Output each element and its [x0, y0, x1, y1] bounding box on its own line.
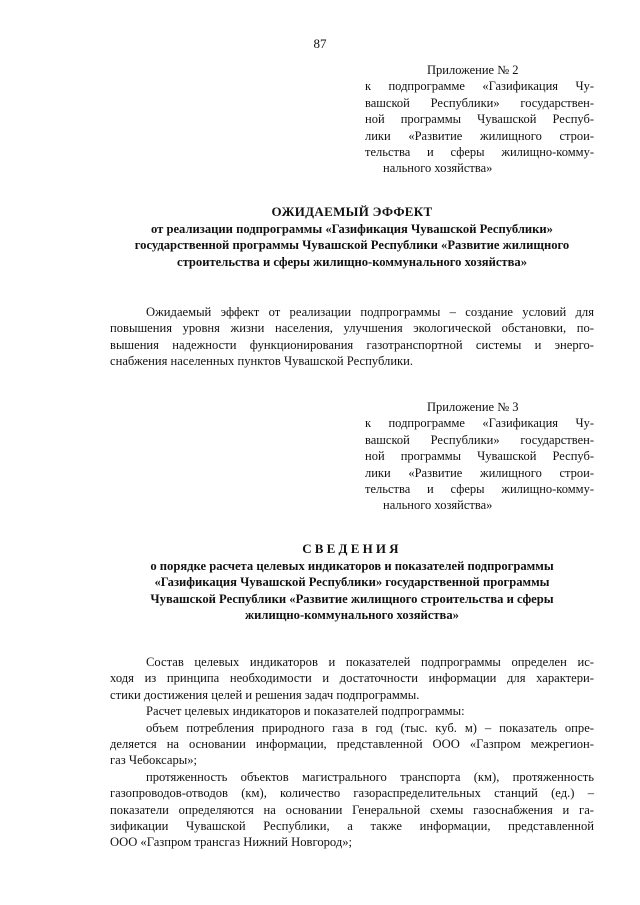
info-heading-line: «Газификация Чувашской Республики» государственной программы [154, 575, 550, 590]
effect-heading-line: строительства и сферы жилищно-коммунального хозяйства» [176, 254, 528, 269]
info-heading-line: о порядке расчета целевых индикаторов и показателей подпрограммы [150, 558, 554, 573]
appendix-2-note [365, 62, 594, 177]
effect-body-line: вышения надежности функционирования газотранспортной системы и энерго- [110, 337, 594, 352]
info-para1-line: Состав целевых индикаторов и показателей подпрограммы определен ис- [146, 655, 594, 669]
appendix-3-line: вашской Республики» государствен- [365, 432, 594, 447]
info-para4-line: зификации Чувашской Республики, а также информации, представленной [110, 819, 594, 834]
info-para3-line: деляется на основании информации, представленной ООО «Газпром межрегион- [110, 737, 594, 752]
info-para3-line: газ Чебоксары»; [110, 753, 198, 768]
appendix-3-number: Приложение № 3 [427, 400, 519, 414]
appendix-3-line: тельства и сферы жилищно-комму- [365, 482, 594, 497]
appendix-3-line: к подпрограмме «Газификация Чу- [365, 416, 594, 431]
appendix-2-line: нального хозяйства» [383, 161, 493, 176]
effect-heading-line: государственной программы Чувашской Республики «Развитие жилищного [134, 238, 570, 253]
info-para2-line: Расчет целевых индикаторов и показателей подпрограммы: [146, 704, 465, 719]
appendix-3-line: лики «Развитие жилищного строи- [365, 465, 594, 480]
info-heading-line: жилищно-коммунального хозяйства» [245, 608, 459, 623]
info-para4-line: ООО «Газпром трансгаз Нижний Новгород»; [110, 835, 353, 850]
effect-heading [110, 204, 594, 270]
info-para1-line: стики достижения целей и решения задач подпрограммы. [110, 687, 420, 702]
info-para3-line: объем потребления природного газа в год (тыс. куб. м) – показатель опре- [146, 720, 594, 735]
appendix-2-line: ной программы Чувашской Респуб- [365, 112, 594, 127]
appendix-2-line: лики «Развитие жилищного строи- [365, 128, 594, 143]
effect-body-line: снабжения населенных пунктов Чувашской Республики. [110, 354, 414, 369]
effect-title: ОЖИДАЕМЫЙ ЭФФЕКТ [271, 204, 433, 219]
info-heading [110, 541, 594, 624]
info-para4-line: протяженность объектов магистрального транспорта (км), протяженность [146, 769, 594, 784]
info-para4-line: газопроводов-отводов (км), количество газораспределительных станций (ед.) – [110, 786, 594, 801]
info-title: СВЕДЕНИЯ [302, 541, 402, 556]
effect-heading-line: от реализации подпрограммы «Газификация Чувашской Республики» [151, 221, 553, 236]
info-body [110, 654, 594, 851]
appendix-3-line: ной программы Чувашской Респуб- [365, 449, 594, 464]
effect-paragraph [110, 304, 594, 370]
appendix-2-line: тельства и сферы жилищно-комму- [365, 145, 594, 160]
appendix-2-line: к подпрограмме «Газификация Чу- [365, 79, 594, 94]
effect-body-line: Ожидаемый эффект от реализации подпрограммы – создание условий для [146, 305, 594, 319]
effect-body-line: повышения уровня жизни населения, улучшения экологической обстановки, по- [110, 321, 594, 336]
appendix-3-line: нального хозяйства» [383, 498, 493, 513]
page-number: 87 [313, 36, 327, 51]
info-heading-line: Чувашской Республики «Развитие жилищного строительства и сферы [150, 591, 554, 606]
info-para1-line: ходя из принципа необходимости и достаточности информации для характери- [110, 671, 594, 686]
appendix-2-line: вашской Республики» государствен- [365, 95, 594, 110]
info-para4-line: показатели определяются на основании Генеральной схемы газоснабжения и га- [110, 802, 594, 817]
appendix-2-number: Приложение № 2 [427, 63, 519, 77]
appendix-3-note [365, 399, 594, 514]
